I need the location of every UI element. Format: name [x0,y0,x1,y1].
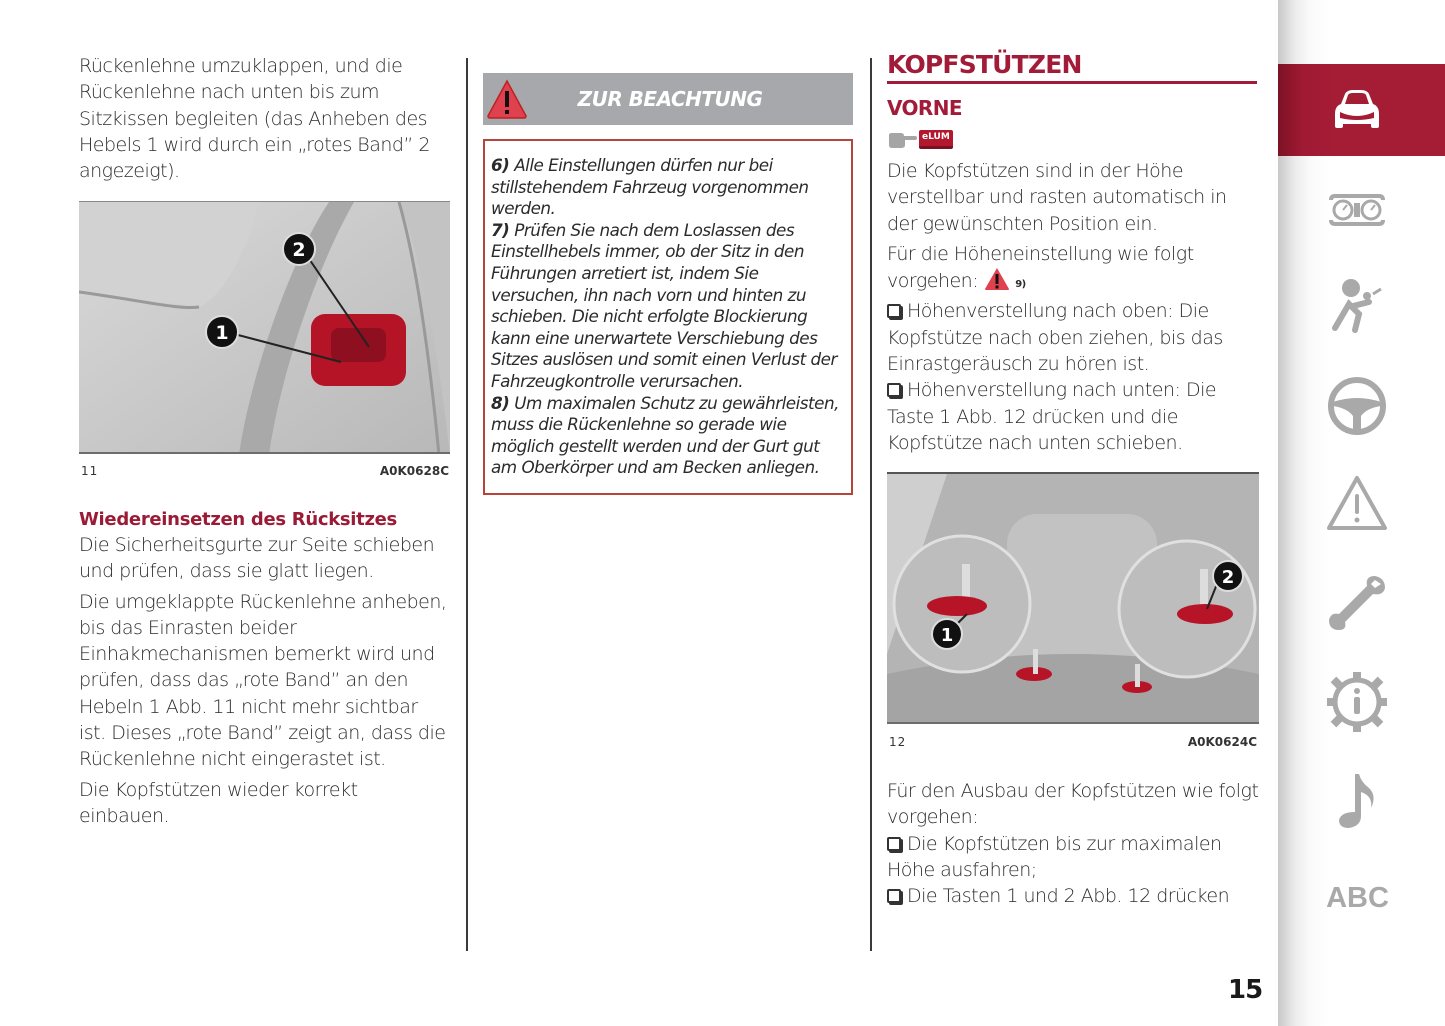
bullet-item [887,883,1262,909]
airbag-icon [1325,274,1389,338]
elum-badge[interactable]: eLUM [919,130,953,149]
bullet-item [887,298,1262,377]
reinstall-section [79,509,449,829]
bullet-text: Die Tasten 1 und 2 Abb. 12 drücken [907,885,1230,908]
warning-item-7 [491,220,845,393]
sidebar-item-multimedia[interactable] [1278,754,1445,846]
music-note-icon [1325,768,1389,832]
dashboard-gauges-icon [1325,178,1389,242]
note-text: Prüfen Sie nach dem Loslassen des Einstellhebels immer, ob der Sitz in den Führungen arretiert ist, indem Sie versuchen, ihn nach vorn und hinten zu schieben. Die nicht erfolgte Blockierung kann eine unerwartete Verschiebung des Sitzes auslösen und somit einen Verlust der Fahrzeugkontrolle verursachen. [491,219,837,391]
sidebar-item-instruments[interactable] [1278,164,1445,256]
bullet-text: Höhenverstellung nach oben: Die Kopfstütze nach oben ziehen, bis das Einrastgeräusch zu hören ist. [887,300,1223,376]
gear-info-icon [1325,670,1389,734]
svg-text:2: 2 [1221,567,1235,588]
wrench-icon [1325,570,1389,634]
warning-item-6 [491,155,845,220]
paragraph: Die Sicherheitsgurte zur Seite schieben und prüfen, dass sie glatt liegen. [79,534,435,583]
figure-code: A0K0624C [1187,735,1257,749]
figure-number: 12 [889,735,907,749]
sidebar-item-technical-data[interactable] [1278,656,1445,748]
warning-header [483,73,853,125]
checkbox-bullet-icon [887,889,901,903]
column-divider [466,58,468,951]
note-number: 7) [491,219,510,240]
sidebar-item-maintenance[interactable] [1278,556,1445,648]
page-heading: KOPFSTÜTZEN [887,50,1082,79]
figure-11 [79,201,450,454]
bullet-text: Höhenverstellung nach unten: Die Taste 1 Abb. 12 drücken und die Kopfstütze nach unten schieben. [887,379,1217,454]
sidebar-item-driving[interactable] [1278,360,1445,452]
warning-title: ZUR BEACHTUNG [577,87,763,111]
figure-12 [887,472,1259,724]
bullet-item [887,831,1262,884]
rear-seat-lever-photo [79,202,450,454]
svg-text:1: 1 [940,625,954,646]
steering-wheel-icon [1325,374,1389,438]
paragraph: Die Kopfstützen wieder korrekt einbauen. [79,778,358,827]
headrest-removal-text [887,778,1262,909]
elum-badge-row [887,130,953,149]
figure-code: A0K0628C [379,464,449,478]
paragraph: Für den Ausbau der Kopfstützen wie folgt vorgehen: [887,780,1259,829]
subheading: VORNE [887,96,962,120]
checkbox-bullet-icon [887,837,901,851]
paragraph-text: Für die Höheneinstellung wie folgt vorgehen: [887,242,1194,293]
figure-11-caption [81,464,449,478]
bullet-item [887,377,1262,456]
warning-body [483,139,853,495]
sidebar-item-emergency[interactable] [1278,458,1445,550]
note-text: Um maximalen Schutz zu gewährleisten, muss die Rückenlehne so gerade wie möglich gestellt werden und der Gurt gut am Oberkörper und am Becken anliegen. [491,392,839,478]
heading-underline [887,81,1257,84]
abc-index-label: ABC [1326,881,1389,914]
figure-number: 11 [81,464,99,478]
column-divider [870,58,872,951]
headrest-front-text [887,158,1262,456]
svg-text:1: 1 [215,322,229,344]
warning-triangle-icon [1325,472,1389,536]
note-number: 6) [491,155,510,175]
paragraph: Die umgeklappte Rückenlehne anheben, bis das Einrasten beider Einhakmechanismen bemerkt wird und prüfen, dass das „rote Band” an den Hebeln 1 Abb. 11 nicht mehr sichtbar ist. Dieses „rote Band” zeigt an, dass die Rückenlehne nicht eingerastet ist. [79,590,447,771]
checkbox-bullet-icon [887,383,901,397]
sidebar-item-vehicle[interactable] [1278,64,1445,156]
car-icon [1325,78,1389,142]
headrest-photo [887,474,1259,724]
note-number: 8) [491,392,510,413]
figure-12-caption [889,735,1257,749]
intro-paragraph: Rückenlehne umzuklappen, und die Rückenlehne nach unten bis zum Sitzkissen begleiten (das Anheben des Hebels 1 wird durch ein „rotes Band” 2 angezeigt). [79,55,430,183]
warning-ref[interactable]: 9) [1015,279,1026,291]
svg-text:2: 2 [292,239,306,261]
sidebar-item-index[interactable] [1278,852,1445,944]
paragraph [887,241,1262,299]
hand-pointer-icon [887,131,917,149]
checkbox-bullet-icon [887,304,901,318]
paragraph: Die Kopfstützen sind in der Höhe verstellbar und rasten automatisch in der gewünschten Position ein. [887,160,1227,235]
warning-item-8 [491,393,845,479]
chapter-sidebar [1278,0,1445,1026]
note-text: Alle Einstellungen dürfen nur bei stillstehendem Fahrzeug vorgenommen werden. [491,155,809,219]
section-title: Wiedereinsetzen des Rücksitzes [79,509,397,530]
page-number: 15 [1228,975,1263,1005]
warning-triangle-icon [984,267,1010,291]
sidebar-item-safety[interactable] [1278,260,1445,352]
bullet-text: Die Kopfstützen bis zur maximalen Höhe ausfahren; [887,832,1222,881]
